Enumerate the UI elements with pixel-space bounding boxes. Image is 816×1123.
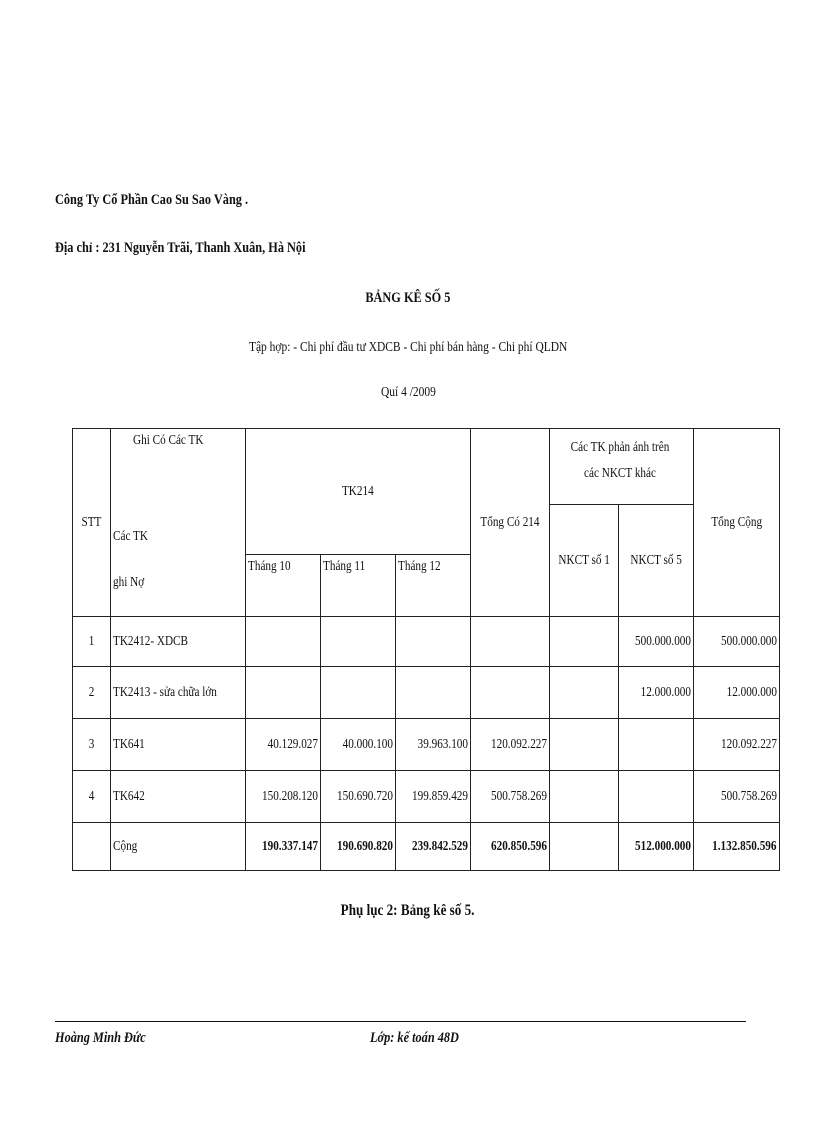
row-nkct1 (549, 771, 618, 823)
row-nkct1 (549, 617, 618, 667)
header-debit-accounts-2: ghi Nợ (113, 575, 145, 590)
header-accounts (111, 429, 246, 617)
row-account: TK642 (111, 771, 246, 823)
footer-author: Hoàng Minh Đức (55, 1030, 146, 1046)
row-total: 500.000.000 (694, 617, 780, 667)
row-total214 (470, 617, 549, 667)
header-stt: STT (73, 429, 111, 617)
row-m12: 39.963.100 (395, 719, 470, 771)
row-nkct1 (549, 667, 618, 719)
sum-total: 1.132.850.596 (694, 823, 780, 871)
document-period: Quí 4 /2009 (380, 385, 436, 400)
row-m11 (320, 667, 395, 719)
row-total: 12.000.000 (694, 667, 780, 719)
company-name: Công Ty Cổ Phần Cao Su Sao Vàng . (55, 192, 249, 208)
header-row-1 (73, 429, 780, 505)
row-nkct5 (619, 719, 694, 771)
header-total-214: Tổng Có 214 (470, 429, 549, 617)
header-other-nkct: Các TK phản ánh trên các NKCT khác (549, 429, 693, 505)
sum-stt (73, 823, 111, 871)
header-grand-total: Tổng Cộng (694, 429, 780, 617)
company-address: Địa chỉ : 231 Nguyễn Trãi, Thanh Xuân, Hà Nội (55, 240, 306, 256)
row-m10: 150.208.120 (245, 771, 320, 823)
header-month11: Tháng 11 (320, 555, 395, 617)
row-stt: 2 (73, 667, 111, 719)
ledger-table (72, 428, 780, 871)
sum-label: Cộng (111, 823, 246, 871)
header-nkct5: NKCT số 5 (619, 505, 694, 617)
sum-total214: 620.850.596 (470, 823, 549, 871)
row-m11 (320, 617, 395, 667)
row-stt: 3 (73, 719, 111, 771)
row-m12 (395, 617, 470, 667)
row-m12: 199.859.429 (395, 771, 470, 823)
sum-m11: 190.690.820 (320, 823, 395, 871)
row-nkct5 (619, 771, 694, 823)
document-subtitle: Tập hợp: - Chi phí đầu tư XDCB - Chi phí bán hàng - Chi phí QLDN (248, 340, 568, 355)
row-m11: 40.000.100 (320, 719, 395, 771)
document-title: BẢNG KÊ SỐ 5 (365, 290, 451, 306)
header-month10: Tháng 10 (245, 555, 320, 617)
row-stt: 4 (73, 771, 111, 823)
table-row (73, 667, 780, 719)
row-total214: 120.092.227 (470, 719, 549, 771)
row-m11: 150.690.720 (320, 771, 395, 823)
row-nkct5: 12.000.000 (619, 667, 694, 719)
header-credit-accounts: Ghi Có Các TK (133, 433, 204, 448)
row-nkct1 (549, 719, 618, 771)
appendix-caption: Phụ lục 2: Bảng kê số 5. (341, 902, 475, 919)
sum-m12: 239.842.529 (395, 823, 470, 871)
footer-divider (55, 1021, 746, 1022)
row-stt: 1 (73, 617, 111, 667)
sum-m10: 190.337.147 (245, 823, 320, 871)
table-row (73, 719, 780, 771)
row-total214 (470, 667, 549, 719)
row-m10: 40.129.027 (245, 719, 320, 771)
row-m10 (245, 617, 320, 667)
header-nkct1: NKCT số 1 (549, 505, 618, 617)
table-row (73, 771, 780, 823)
row-account: TK2412- XDCB (111, 617, 246, 667)
row-m10 (245, 667, 320, 719)
header-debit-accounts-1: Các TK (113, 529, 148, 544)
sum-nkct1 (549, 823, 618, 871)
row-account: TK2413 - sửa chữa lớn (111, 667, 246, 719)
row-total: 500.758.269 (694, 771, 780, 823)
row-nkct5: 500.000.000 (619, 617, 694, 667)
row-total214: 500.758.269 (470, 771, 549, 823)
table-row (73, 617, 780, 667)
header-month12: Tháng 12 (395, 555, 470, 617)
sum-nkct5: 512.000.000 (619, 823, 694, 871)
header-tk214: TK214 (245, 429, 470, 555)
row-total: 120.092.227 (694, 719, 780, 771)
row-account: TK641 (111, 719, 246, 771)
row-m12 (395, 667, 470, 719)
sum-row (73, 823, 780, 871)
footer-class: Lớp: kế toán 48D (370, 1030, 459, 1046)
